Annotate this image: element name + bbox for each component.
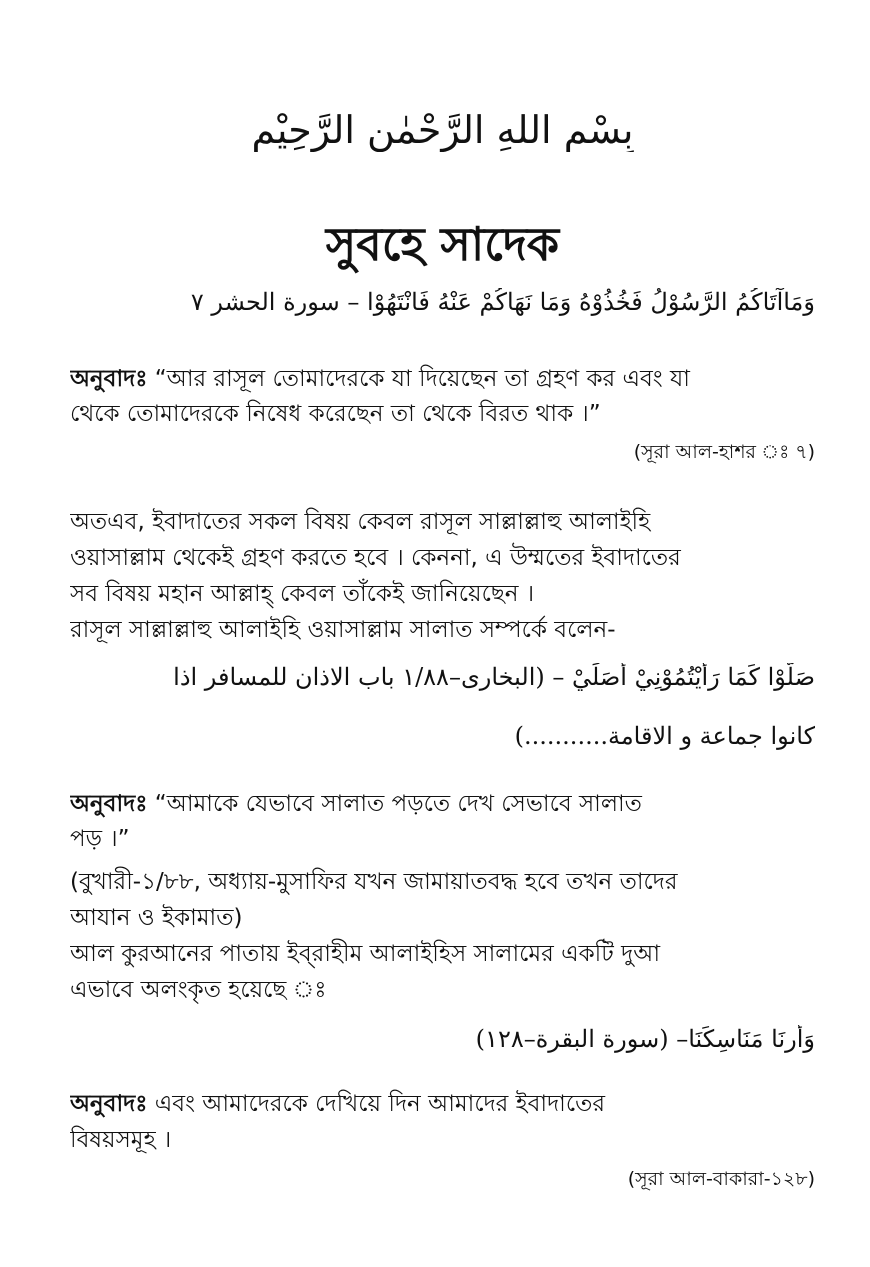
- citation-hashr: (সূরা আল-হাশর ঃ ৭): [633, 441, 815, 463]
- verse-arabic: وَمَاآتَاكُمُ الرَّسُوْلُ فَخُذُوْهُ وَمَا نَهَاكُمْ عَنْهُ فَانْتَهُوْا – سورة الحشر ٧: [190, 288, 815, 316]
- para-3-line-6: এভাবে অলংকৃত হয়েছে ঃ: [70, 977, 327, 1003]
- translation-2-line-1: [70, 787, 815, 821]
- translation-3-line-1: [70, 1087, 815, 1121]
- para-2-line-4: রাসূল সাল্লাল্লাহু আলাইহি ওয়াসাল্লাম সালাত সম্পর্কে বলেন-: [70, 617, 616, 643]
- translation-text: “আমাকে যেভাবে সালাত পড়তে দেখ সেভাবে সালাত: [154, 791, 642, 817]
- para-2-line-1: অতএব, ইবাদাতের সকল বিষয় কেবল রাসূল সাল্লাল্লাহু আলাইহি: [70, 509, 651, 535]
- translation-label: অনুবাদঃ: [70, 1091, 148, 1117]
- verse-baqarah-arabic: وَأَرِنَا مَنَاسِكَنَا– (سورة البقرة–١٢٨): [475, 1025, 815, 1053]
- para-2-line-2: ওয়াসাল্লাম থেকেই গ্রহণ করতে হবে । কেননা, এ উম্মতের ইবাদাতের: [70, 545, 681, 571]
- citation-baqarah: (সূরা আল-বাকারা-১২৮): [627, 1168, 815, 1190]
- translation-label: অনুবাদঃ: [70, 366, 148, 392]
- para-2-line-3: সব বিষয় মহান আল্লাহ্ কেবল তাঁকেই জানিয়েছেন ।: [70, 581, 535, 607]
- translation-1-line-1: [70, 362, 815, 396]
- bukhari-reference-line-2: আযান ও ইকামাত): [70, 905, 243, 931]
- page: [70, 0, 815, 1267]
- bismillah-heading: بِسْمِ اللهِ الرَّحْمٰنِ الرَّحِيْمِ: [251, 108, 634, 152]
- para-3-line-5: আল কুরআনের পাতায় ইব্‌রাহীম আলাইহিস সালামের একটি দুআ: [70, 941, 661, 967]
- bukhari-reference-line-1: (বুখারী-১/৮৮, অধ্যায়-মুসাফির যখন জামায়াতবদ্ধ হবে তখন তাদের: [70, 869, 678, 895]
- translation-text: “আর রাসূল তোমাদেরকে যা দিয়েছেন তা গ্রহণ কর এবং যা: [154, 366, 690, 392]
- translation-3-line-2: বিষয়সমূহ ।: [70, 1127, 172, 1153]
- hadith-arabic-line-2: كانوا جماعة و الاقامة...........): [514, 722, 815, 750]
- page-title: সুবহে সাদেক: [325, 217, 560, 271]
- hadith-arabic-line-1: صَلُّوْا كَمَا رَأَيْتُمُوْنِيْ أُصَلِّيْ – (البخارى–١/٨٨ باب الاذان للمسافر اذا: [173, 663, 815, 691]
- translation-label: অনুবাদঃ: [70, 791, 148, 817]
- translation-1-line-2: থেকে তোমাদেরকে নিষেধ করেছেন তা থেকে বিরত থাক ।”: [70, 401, 601, 427]
- translation-text: এবং আমাদেরকে দেখিয়ে দিন আমাদের ইবাদাতের: [154, 1091, 605, 1117]
- translation-2-line-2: পড় ।”: [70, 826, 130, 852]
